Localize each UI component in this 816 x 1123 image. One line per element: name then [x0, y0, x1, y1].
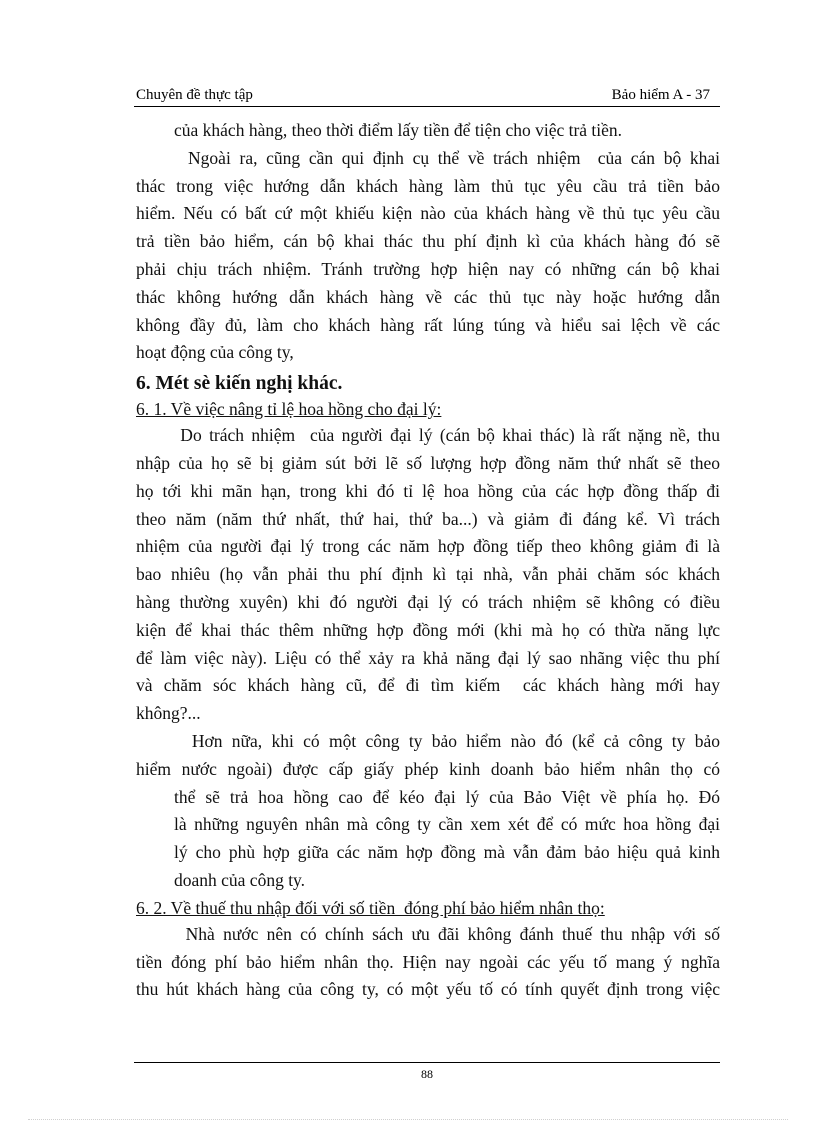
text-line: thác trong việc hướng dẫn khách hàng làm thủ tục yêu cầu trả tiền bảo	[136, 175, 720, 196]
text-line: là những nguyên nhân mà công ty cần xem xét để có mức hoa hồng đại	[174, 814, 720, 835]
text-line: doanh của công ty.	[174, 869, 306, 890]
text-line: nhiệm của người đại lý trong các năm hợp đồng tiếp theo không giảm đi là	[136, 536, 720, 557]
text-line: hoạt động của công ty,	[136, 342, 294, 363]
section-heading-6: 6. Mét sè kiến nghị khác.	[136, 373, 343, 395]
page-bottom-dotted-edge	[28, 1119, 788, 1120]
text-line: nhập của họ sẽ bị giảm sút bởi lẽ số lượng hợp đồng năm thứ nhất sẽ theo	[136, 452, 720, 473]
text-line: họ tới khi mãn hạn, trong khi đó tỉ lệ hoa hồng của các hợp đồng thấp đi	[136, 480, 720, 501]
text-line: Ngoài ra, cũng cần qui định cụ thể về trách nhiệm của cán bộ khai	[136, 147, 720, 168]
text-line: và chăm sóc khách hàng cũ, để đi tìm kiếm các khách hàng mới hay	[136, 675, 720, 696]
text-line: theo năm (năm thứ nhất, thứ hai, thứ ba...) và giảm đi đáng kể. Vì trách	[136, 508, 720, 529]
text-line: thu hút khách hàng của công ty, có một yếu tố có tính quyết định trong việc	[136, 979, 720, 1000]
subsection-heading-6-2: 6. 2. Về thuế thu nhập đối với số tiền đóng phí bảo hiểm nhân thọ:	[136, 897, 605, 918]
text-line: hàng thường xuyên) khi đó người đại lý có trách nhiệm sẽ không có điều	[136, 591, 720, 612]
text-line: của khách hàng, theo thời điểm lấy tiền để tiện cho việc trả tiền.	[174, 120, 623, 140]
text-line: hiểm. Nếu có bất cứ một khiếu kiện nào của khách hàng về thủ tục yêu cầu	[136, 203, 720, 224]
text-line: để làm việc này). Liệu có thể xảy ra khả năng đại lý sao nhãng việc thu phí	[136, 647, 720, 668]
text-line: lý cho phù hợp giữa các năm hợp đồng mà vẫn đảm bảo hiệu quả kinh	[174, 842, 720, 863]
subsection-heading-6-1: 6. 1. Về việc nâng tỉ lệ hoa hồng cho đại lý:	[136, 399, 442, 420]
text-line: hiểm nước ngoài) được cấp giấy phép kinh doanh bảo hiểm nhân thọ có	[136, 758, 720, 779]
text-line: kiện để khai thác thêm những hợp đồng mới (khi mà họ có thừa năng lực	[136, 619, 720, 640]
text-line: không?...	[136, 703, 201, 724]
footer-divider	[134, 1062, 720, 1063]
header-right-title: Bảo hiểm A - 37	[611, 87, 710, 103]
text-line: không đầy đủ, làm cho khách hàng rất lúng túng và hiểu sai lệch về các	[136, 314, 720, 335]
text-line: tiền đóng phí bảo hiểm nhân thọ. Hiện nay ngoài các yếu tố mang ý nghĩa	[136, 951, 720, 972]
page-number: 88	[421, 1067, 433, 1081]
text-line: thể sẽ trả hoa hồng cao để kéo đại lý của Bảo Việt về phía họ. Đó	[174, 786, 720, 807]
document-body	[136, 117, 720, 1004]
text-line: bao nhiêu (họ vẫn phải thu phí định kì tại nhà, vẫn phải chăm sóc khách	[136, 564, 720, 585]
page-header	[134, 86, 720, 107]
text-line: trả tiền bảo hiểm, cán bộ khai thác thu phí định kì của khách hàng đó sẽ	[136, 231, 720, 252]
text-line: Hơn nữa, khi có một công ty bảo hiểm nào đó (kể cả công ty bảo	[136, 730, 720, 751]
text-line: phải chịu trách nhiệm. Tránh trường hợp hiện nay có những cán bộ khai	[136, 258, 720, 279]
text-line: Nhà nước nên có chính sách ưu đãi không đánh thuế thu nhập với số	[136, 923, 720, 944]
text-line: Do trách nhiệm của người đại lý (cán bộ khai thác) là rất nặng nề, thu	[136, 425, 720, 446]
header-left-title: Chuyên đề thực tập	[136, 87, 253, 103]
text-line: thác không hướng dẫn khách hàng về các thủ tục này hoặc hướng dẫn	[136, 286, 720, 307]
